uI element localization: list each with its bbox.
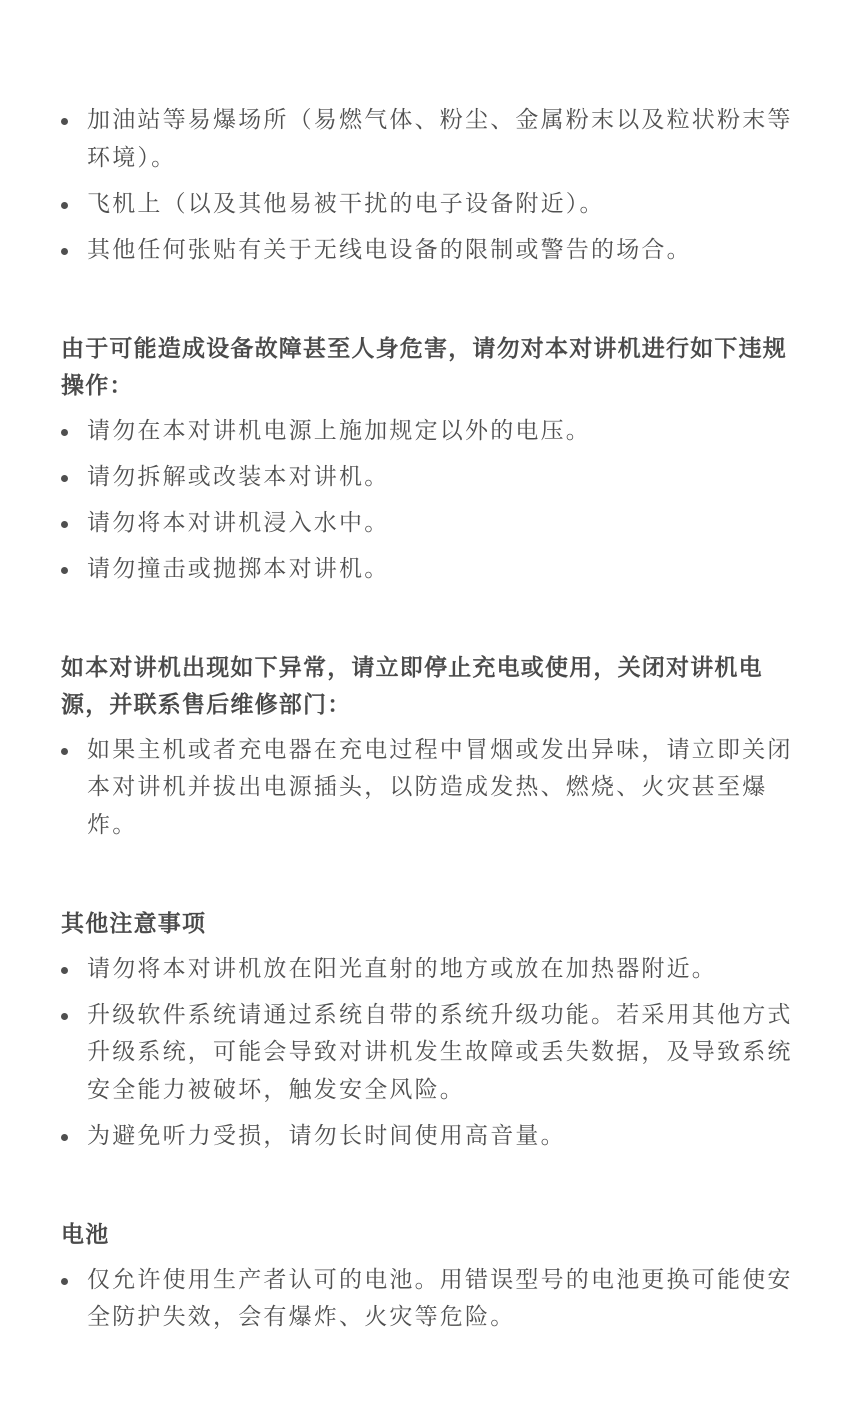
bullet-list bbox=[61, 413, 801, 589]
list-item bbox=[61, 732, 801, 845]
bullet-dot-icon bbox=[61, 202, 68, 209]
bullet-dot-icon bbox=[61, 748, 68, 755]
list-item bbox=[61, 951, 801, 989]
list-item-text: 加油站等易爆场所（易燃气体、粉尘、金属粉末以及粒状粉末等环境）。 bbox=[87, 107, 793, 171]
section-battery bbox=[61, 1217, 801, 1337]
list-item bbox=[61, 551, 801, 589]
list-item bbox=[61, 1118, 801, 1156]
bullet-dot-icon bbox=[61, 1278, 68, 1285]
bullet-dot-icon bbox=[61, 429, 68, 436]
list-item-text: 如果主机或者充电器在充电过程中冒烟或发出异味，请立即关闭本对讲机并拔出电源插头，以防造成发热、燃烧、火灾甚至爆炸。 bbox=[87, 736, 793, 838]
list-item-text: 升级软件系统请通过系统自带的系统升级功能。若采用其他方式升级系统，可能会导致对讲机发生故障或丢失数据，及导致系统安全能力被破坏，触发安全风险。 bbox=[87, 1001, 793, 1103]
bullet-dot-icon bbox=[61, 248, 68, 255]
list-item-text: 其他任何张贴有关于无线电设备的限制或警告的场合。 bbox=[87, 236, 692, 263]
list-item-text: 请勿在本对讲机电源上施加规定以外的电压。 bbox=[87, 417, 591, 444]
bullet-dot-icon bbox=[61, 475, 68, 482]
bullet-dot-icon bbox=[61, 521, 68, 528]
list-item-text: 请勿拆解或改装本对讲机。 bbox=[87, 463, 390, 490]
section-abnormal-conditions bbox=[61, 650, 801, 845]
bullet-dot-icon bbox=[61, 1134, 68, 1141]
list-item bbox=[61, 102, 801, 177]
section-restricted-locations bbox=[61, 102, 801, 269]
list-item bbox=[61, 1262, 801, 1337]
bullet-dot-icon bbox=[61, 118, 68, 125]
bullet-list bbox=[61, 102, 801, 269]
section-heading: 由于可能造成设备故障甚至人身危害，请勿对本对讲机进行如下违规操作： bbox=[61, 335, 787, 399]
section-heading: 电池 bbox=[61, 1221, 110, 1248]
list-item-text: 仅允许使用生产者认可的电池。用错误型号的电池更换可能使安全防护失效，会有爆炸、火灾等危险。 bbox=[87, 1266, 793, 1330]
list-item bbox=[61, 413, 801, 451]
list-item-text: 请勿将本对讲机放在阳光直射的地方或放在加热器附近。 bbox=[87, 955, 717, 982]
safety-notice-page bbox=[61, 102, 801, 1345]
bullet-list bbox=[61, 951, 801, 1156]
list-item bbox=[61, 186, 801, 224]
bullet-dot-icon bbox=[61, 967, 68, 974]
section-prohibited-operations bbox=[61, 331, 801, 589]
list-item-text: 请勿撞击或抛掷本对讲机。 bbox=[87, 555, 390, 582]
list-item bbox=[61, 997, 801, 1110]
bullet-list bbox=[61, 1262, 801, 1337]
list-item bbox=[61, 232, 801, 270]
bullet-dot-icon bbox=[61, 1013, 68, 1020]
section-other-precautions bbox=[61, 906, 801, 1156]
list-item bbox=[61, 505, 801, 543]
section-heading: 其他注意事项 bbox=[61, 910, 207, 937]
list-item bbox=[61, 459, 801, 497]
section-heading: 如本对讲机出现如下异常，请立即停止充电或使用，关闭对讲机电源，并联系售后维修部门： bbox=[61, 654, 763, 718]
list-item-text: 飞机上（以及其他易被干扰的电子设备附近）。 bbox=[87, 190, 605, 217]
bullet-list bbox=[61, 732, 801, 845]
list-item-text: 为避免听力受损，请勿长时间使用高音量。 bbox=[87, 1122, 566, 1149]
list-item-text: 请勿将本对讲机浸入水中。 bbox=[87, 509, 390, 536]
bullet-dot-icon bbox=[61, 567, 68, 574]
